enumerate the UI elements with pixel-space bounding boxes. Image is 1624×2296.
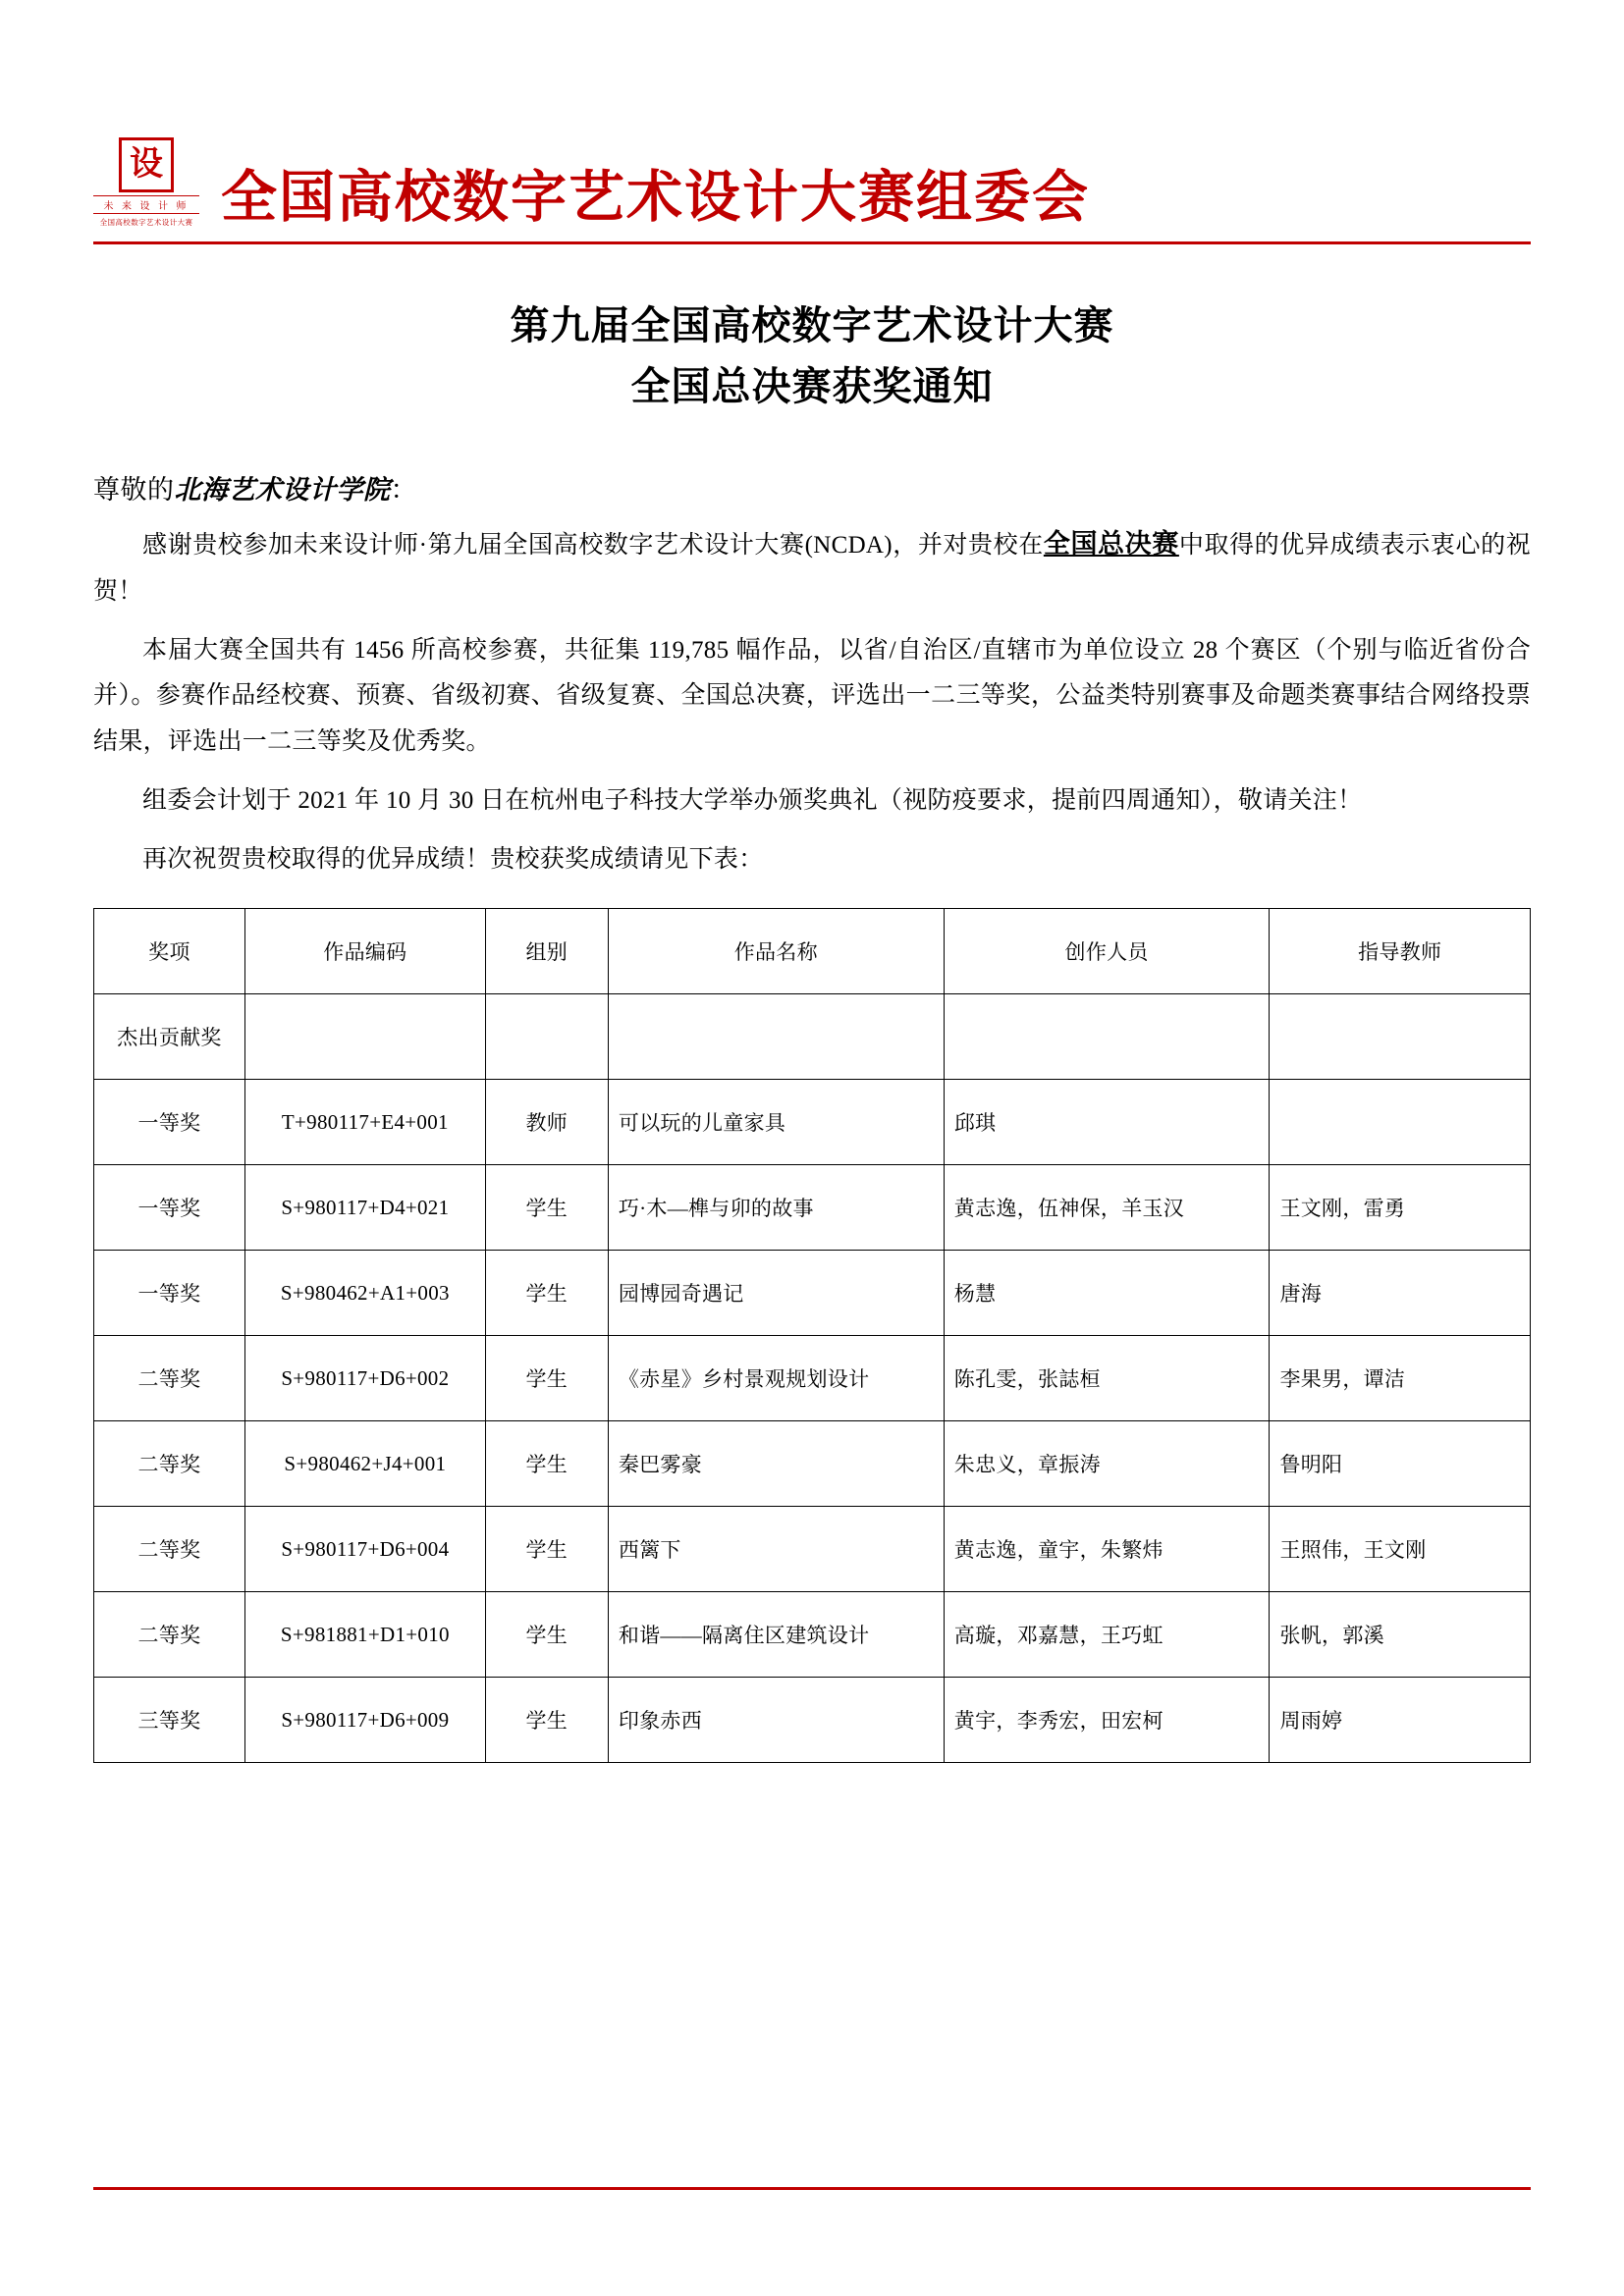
table-row [94,1592,1531,1678]
award-table-body [94,994,1531,1763]
cell-code: S+981881+D1+010 [244,1592,485,1678]
column-header-award: 奖项 [94,909,245,994]
cell-work: 和谐——隔离住区建筑设计 [608,1592,944,1678]
organization-logo [93,137,199,232]
letterhead [93,0,1531,232]
cell-creators: 黄志逸，童宇，朱繁炜 [944,1507,1270,1592]
cell-code: S+980117+D6+004 [244,1507,485,1592]
cell-creators: 高璇，邓嘉慧，王巧虹 [944,1592,1270,1678]
cell-work: 印象赤西 [608,1678,944,1763]
table-row [94,1678,1531,1763]
cell-group: 学生 [485,1592,608,1678]
column-header-creators: 创作人员 [944,909,1270,994]
cell-creators: 黄宇，李秀宏，田宏柯 [944,1678,1270,1763]
table-row [94,1251,1531,1336]
logo-subtitle-secondary: 全国高校数字艺术设计大赛 [99,218,193,227]
cell-award: 一等奖 [94,1251,245,1336]
cell-group: 学生 [485,1251,608,1336]
cell-creators: 陈孔雯，张誌桓 [944,1336,1270,1421]
cell-award: 二等奖 [94,1336,245,1421]
page-title-line2: 全国总决赛获奖通知 [630,364,994,408]
paragraph-1-emphasis: 全国总决赛 [1043,529,1179,559]
paragraph-1-part-a: 感谢贵校参加未来设计师·第九届全国高校数字艺术设计大赛(NCDA)，并对贵校在 [142,532,1044,559]
column-header-work-name: 作品名称 [608,909,944,994]
column-header-group: 组别 [485,909,608,994]
table-row [94,1421,1531,1507]
table-row [94,1165,1531,1251]
footer-divider [93,2187,1531,2190]
award-table [93,908,1531,1763]
cell-teachers [1270,994,1531,1080]
cell-group: 学生 [485,1507,608,1592]
salutation-suffix: ： [390,475,417,505]
cell-group: 学生 [485,1678,608,1763]
cell-work: 《赤星》乡村景观规划设计 [608,1336,944,1421]
header-divider [93,241,1531,244]
cell-award: 一等奖 [94,1080,245,1165]
page-title-line1: 第九届全国高校数字艺术设计大赛 [510,303,1114,347]
cell-work: 巧·木—榫与卯的故事 [608,1165,944,1251]
cell-code: S+980462+J4+001 [244,1421,485,1507]
cell-award: 三等奖 [94,1678,245,1763]
cell-code: S+980117+D4+021 [244,1165,485,1251]
cell-group: 教师 [485,1080,608,1165]
cell-award: 一等奖 [94,1165,245,1251]
paragraph-table-intro: 再次祝贺贵校取得的优异成绩！贵校获奖成绩请见下表： [142,846,764,874]
table-row [94,1336,1531,1421]
cell-creators: 朱忠义，章振涛 [944,1421,1270,1507]
paragraph-congratulations [93,520,1531,614]
cell-code [244,994,485,1080]
cell-work: 西篱下 [608,1507,944,1592]
cell-teachers [1270,1080,1531,1165]
table-row [94,994,1531,1080]
logo-subtitle-primary: 未 来 设 计 师 [93,195,199,214]
logo-glyph: 设 [130,146,163,183]
table-row [94,1080,1531,1165]
salutation-prefix: 尊敬的 [93,475,175,505]
cell-teachers: 王文刚，雷勇 [1270,1165,1531,1251]
cell-code: S+980117+D6+002 [244,1336,485,1421]
column-header-code: 作品编码 [244,909,485,994]
cell-creators: 邱琪 [944,1080,1270,1165]
cell-work: 可以玩的儿童家具 [608,1080,944,1165]
cell-group: 学生 [485,1165,608,1251]
paragraph-ceremony: 组委会计划于 2021 年 10 月 30 日在杭州电子科技大学举办颁奖典礼（视防疫要求，提前四周通知），敬请关注！ [142,786,1363,814]
salutation-school: 北海艺术设计学院 [174,475,391,505]
cell-group: 学生 [485,1336,608,1421]
cell-work: 秦巴雾豪 [608,1421,944,1507]
paragraph-statistics: 本届大赛全国共有 1456 所高校参赛，共征集 119,785 幅作品，以省/自治区/直辖市为单位设立 28 个赛区（个别与临近省份合并）。参赛作品经校赛、预赛、省级初赛、省级复赛、全国总决赛，评选出一二三等奖，公益类特别赛事及命题类赛事结合网络投票结果，评选出一二三等奖及优秀奖。 [93,637,1531,755]
award-table-head [94,909,1531,994]
cell-teachers: 唐海 [1270,1251,1531,1336]
cell-code: T+980117+E4+001 [244,1080,485,1165]
cell-creators: 黄志逸，伍神保，羊玉汉 [944,1165,1270,1251]
logo-seal-icon [119,137,174,192]
cell-award: 杰出贡献奖 [94,994,245,1080]
table-header-row [94,909,1531,994]
cell-work [608,994,944,1080]
cell-code: S+980462+A1+003 [244,1251,485,1336]
organization-title: 全国高校数字艺术设计大赛组委会 [221,166,1090,229]
cell-creators [944,994,1270,1080]
paragraph-1-part-b: 中取得的优异成绩表示衷心的祝贺！ [93,532,1532,605]
cell-award: 二等奖 [94,1592,245,1678]
cell-group [485,994,608,1080]
cell-teachers: 张帆，郭溪 [1270,1592,1531,1678]
column-header-teachers: 指导教师 [1270,909,1531,994]
cell-work: 园博园奇遇记 [608,1251,944,1336]
cell-teachers: 王照伟，王文刚 [1270,1507,1531,1592]
cell-award: 二等奖 [94,1507,245,1592]
cell-teachers: 周雨婷 [1270,1678,1531,1763]
table-row [94,1507,1531,1592]
cell-teachers: 鲁明阳 [1270,1421,1531,1507]
salutation [93,468,1531,507]
cell-code: S+980117+D6+009 [244,1678,485,1763]
cell-teachers: 李果男，谭洁 [1270,1336,1531,1421]
cell-group: 学生 [485,1421,608,1507]
page-title [93,295,1531,417]
cell-creators: 杨慧 [944,1251,1270,1336]
cell-award: 二等奖 [94,1421,245,1507]
